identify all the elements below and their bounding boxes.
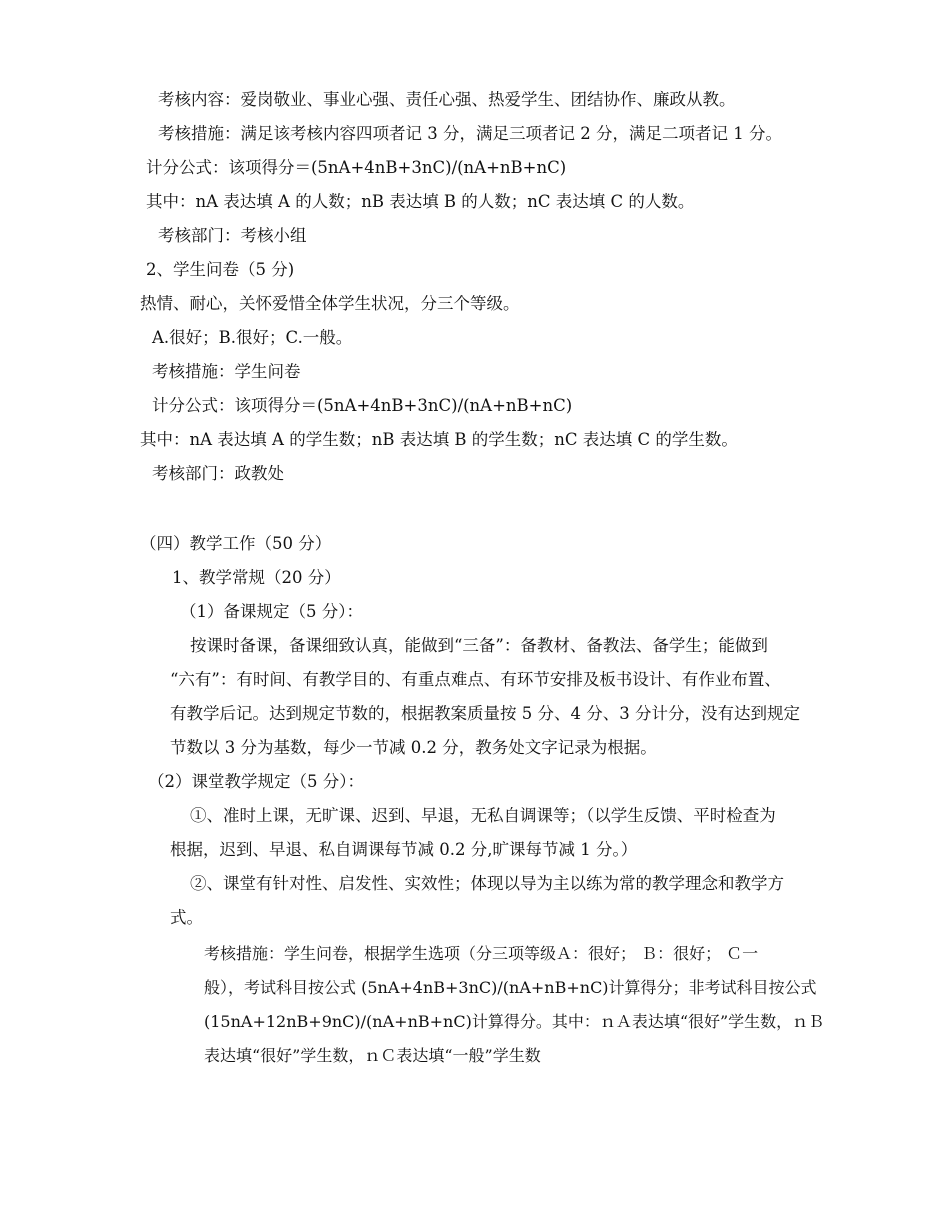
section-heading: 2、学生问卷（5 分) bbox=[146, 260, 295, 279]
text-line: 考核措施：学生问卷 bbox=[152, 362, 301, 381]
text-line: 按课时备课，备课细致认真，能做到“三备”：备教材、备教法、备学生；能做到 bbox=[190, 636, 768, 655]
text-line: 表达填“很好”学生数，ｎＣ表达填“一般”学生数 bbox=[204, 1046, 541, 1065]
text-line: 考核内容：爱岗敬业、事业心强、责任心强、热爱学生、团结协作、廉政从教。 bbox=[158, 90, 736, 109]
text-line: 节数以 3 分为基数，每少一节减 0.2 分，教务处文字记录为根据。 bbox=[170, 738, 657, 757]
text-line: 考核措施：学生问卷，根据学生选项（分三项等级Ａ：很好； Ｂ：很好； Ｃ一 bbox=[204, 944, 759, 963]
text-line: 热情、耐心，关怀爱惜全体学生状况，分三个等级。 bbox=[140, 294, 520, 313]
subsection-heading: 1、教学常规（20 分） bbox=[172, 568, 341, 587]
text-line: 考核部门：政教处 bbox=[152, 464, 284, 483]
text-line: 计分公式：该项得分＝(5nA+4nB+3nC)/(nA+nB+nC) bbox=[152, 396, 573, 415]
text-line: 计分公式：该项得分＝(5nA+4nB+3nC)/(nA+nB+nC) bbox=[146, 158, 567, 177]
text-line: “六有”：有时间、有教学目的、有重点难点、有环节安排及板书设计、有作业布置、 bbox=[170, 670, 781, 689]
text-line: 其中：nA 表达填 A 的学生数；nB 表达填 B 的学生数；nC 表达填 C 的学生数。 bbox=[140, 430, 738, 449]
subsection-heading: （1）备课规定（5 分）： bbox=[180, 602, 363, 621]
section-heading: （四）教学工作（50 分） bbox=[140, 534, 332, 553]
text-line: 其中：nA 表达填 A 的人数；nB 表达填 B 的人数；nC 表达填 C 的人数。 bbox=[146, 192, 695, 211]
text-line: 有教学后记。达到规定节数的，根据教案质量按 5 分、4 分、3 分计分，没有达到规定 bbox=[170, 704, 800, 723]
text-line: 考核措施：满足该考核内容四项者记 3 分，满足三项者记 2 分，满足二项者记 1 分。 bbox=[158, 124, 782, 143]
text-line: ①、准时上课，无旷课、迟到、早退，无私自调课等；（以学生反馈、平时检查为 bbox=[190, 806, 776, 825]
text-line: ②、课堂有针对性、启发性、实效性；体现以导为主以练为常的教学理念和教学方 bbox=[190, 874, 784, 893]
subsection-heading: （2）课堂教学规定（5 分）： bbox=[148, 772, 364, 791]
text-line: 考核部门：考核小组 bbox=[158, 226, 307, 245]
text-line: A.很好；B.很好；C.一般。 bbox=[152, 328, 353, 347]
text-line: 式。 bbox=[170, 908, 203, 927]
text-line: 根据，迟到、早退、私自调课每节减 0.2 分,旷课每节减 1 分。） bbox=[170, 840, 638, 859]
text-line: 般），考试科目按公式 (5nA+4nB+3nC)/(nA+nB+nC)计算得分；非考试科目按公式 bbox=[204, 978, 817, 997]
text-line: (15nA+12nB+9nC)/(nA+nB+nC)计算得分。其中：ｎＡ表达填“很好”学生数，ｎＢ bbox=[204, 1012, 825, 1031]
